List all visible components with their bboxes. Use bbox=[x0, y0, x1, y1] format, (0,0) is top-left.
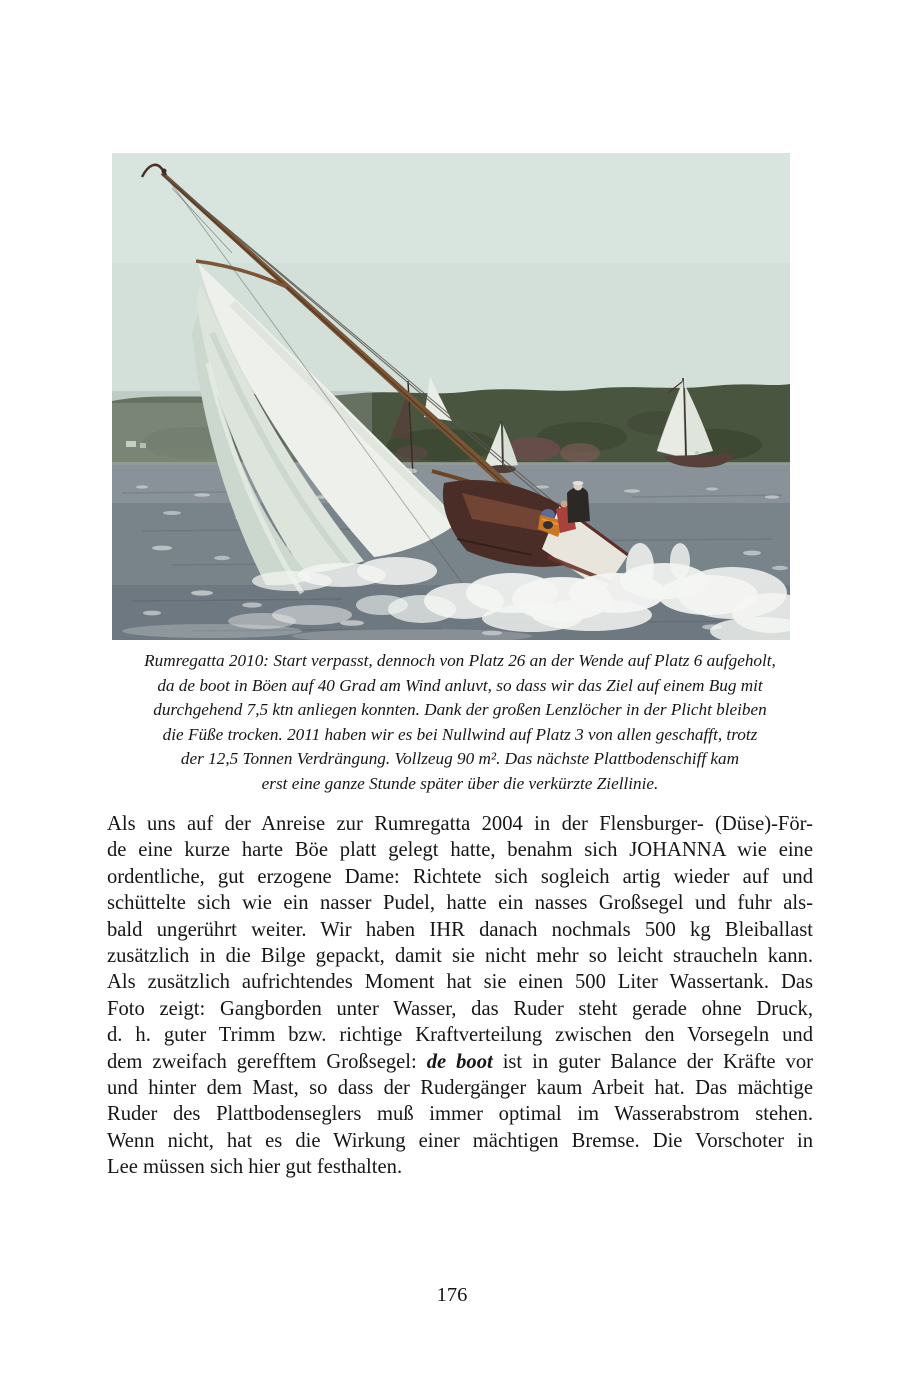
sailboat-photo bbox=[112, 153, 790, 640]
photo-caption bbox=[108, 649, 812, 797]
helmsman bbox=[567, 487, 590, 523]
body-text-run: ist in guter Balance der Kräfte vor bbox=[492, 1050, 813, 1073]
body-line: und hinter dem Mast, so dass der Rudergänger kaum Arbeit hat. Das mächtige bbox=[107, 1077, 813, 1100]
body-line: schüttelte sich wie ein nasser Pudel, hatte ein nasses Großsegel und fuhr als- bbox=[107, 892, 813, 915]
body-line: d. h. guter Trimm bzw. richtige Kraftverteilung zwischen den Vorsegeln und bbox=[107, 1024, 813, 1047]
body-line: Als zusätzlich aufrichtendes Moment hat sie einen 500 Liter Wassertank. Das bbox=[107, 971, 813, 994]
shore-building bbox=[126, 441, 136, 447]
page-number: 176 bbox=[436, 1284, 468, 1306]
sailboat-photo-art bbox=[112, 153, 790, 640]
body-line: ordentliche, gut erzogene Dame: Richtete sich sogleich artig wieder auf und bbox=[107, 865, 813, 888]
body-line: Ruder des Plattbodenseglers muß immer optimal im Wasserabstrom stehen. bbox=[107, 1103, 813, 1126]
caption-line: der 12,5 Tonnen Verdrängung. Vollzeug 90 m². Das nächste Plattbodenschiff kam bbox=[180, 749, 740, 769]
emphasized-boat-name: de boot bbox=[426, 1050, 493, 1073]
body-line: bald ungerührt weiter. Wir haben IHR danach nochmals 500 kg Bleiballast bbox=[107, 918, 813, 941]
body-line: zusätzlich in die Bilge gepackt, damit sie nicht mehr so leicht straucheln kann. bbox=[107, 945, 813, 968]
body-line: Wenn nicht, hat es die Wirkung einer mächtigen Bremse. Die Vorschoter in bbox=[107, 1129, 813, 1152]
body-line: Foto zeigt: Gangborden unter Wasser, das Ruder steht gerade ohne Druck, bbox=[107, 997, 813, 1020]
caption-line: da de boot in Böen auf 40 Grad am Wind anluvt, so dass wir das Ziel auf einem Bug mit bbox=[157, 675, 763, 695]
body-paragraph bbox=[107, 811, 813, 1181]
body-line: de eine kurze harte Böe platt gelegt hatte, benahm sich JOHANNA wie eine bbox=[107, 839, 813, 862]
caption-line: Rumregatta 2010: Start verpasst, dennoch von Platz 26 an der Wende auf Platz 6 aufgeholt, bbox=[144, 651, 776, 670]
caption-line: erst eine ganze Stunde später über die verkürzte Ziellinie. bbox=[261, 773, 659, 793]
body-line: Lee müssen sich hier gut festhalten. bbox=[107, 1156, 403, 1179]
body-text-run: dem zweifach gerefftem Großsegel: bbox=[107, 1050, 427, 1073]
body-line-with-emphasis bbox=[107, 1049, 813, 1075]
caption-line: die Füße trocken. 2011 haben wir es bei Nullwind auf Platz 3 von allen geschafft, trotz bbox=[162, 724, 758, 744]
body-line: Als uns auf der Anreise zur Rumregatta 2004 in der Flensburger- (Düse)-För- bbox=[107, 813, 813, 835]
caption-line: durchgehend 7,5 ktn anliegen konnten. Dank der großen Lenzlöcher in der Plicht bleiben bbox=[153, 700, 767, 720]
